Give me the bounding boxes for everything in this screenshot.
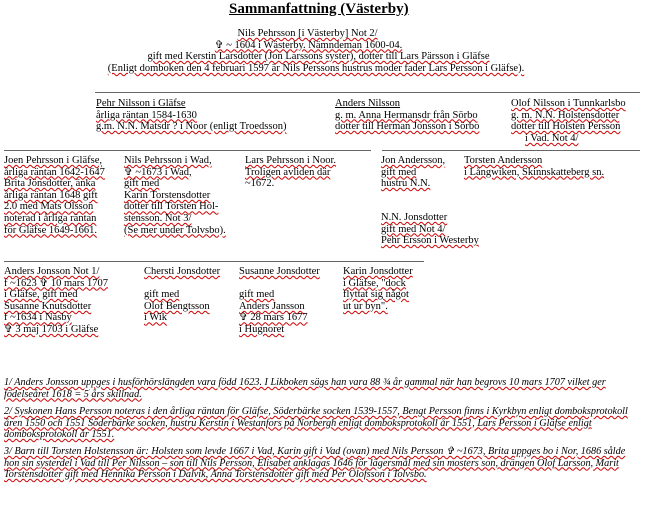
text-line: ~1672. [245, 178, 275, 190]
text-line [144, 278, 220, 290]
text-line: ✞ 3 maj 1703 i Gläfse [4, 323, 99, 335]
generation-divider [4, 261, 424, 262]
text-line: Chersti Jonsdotter [144, 266, 221, 277]
text-line: ✞ 28 mars 1677 [239, 312, 308, 324]
text-line: i Hugnoret [239, 323, 285, 335]
text-line: dotter till Herman Jonsson i Sörbo [335, 121, 480, 133]
text-line: (Se mer under Tolvsbo). [124, 224, 226, 236]
person-jon-andersson [381, 155, 445, 190]
text-line: gift med [144, 289, 180, 301]
text-line: noterad i årliga räntan [4, 212, 97, 224]
person-nils-pehrsson-wad [124, 155, 226, 236]
text-line: 2.0 med Mats Olsson [4, 201, 94, 213]
person-karin-jonsdotter [343, 266, 413, 312]
text-line: årliga räntan 1584-1630 [96, 109, 197, 121]
note-text: 2/ Syskonen Hans Persson noteras i den årliga räntan för Gläfse, Söderbärke socken 1539-1557, Bengt Persson finns i Kyrkbyn enligt domboksprotokoll åren 1550 och 1551 Söderbärke socken, hustru Kerstin i Westanfors på Norbergh enligt domboksprotokoll år 1551, Lars Persson i Gläfse enligt domboksprotokoll år 1551. [4, 406, 628, 441]
generation-divider [382, 150, 640, 151]
person-torsten-andersson [464, 155, 604, 178]
text-line: Olof Nilsson i Tunnkarlsbo [511, 98, 626, 109]
note-2 [4, 406, 640, 441]
text-line: i Wik [144, 312, 168, 324]
note-text: 3/ Barn till Torsten Holstensson är: Holsten som levde 1667 i Vad, Karin gift i Vad (ovan) med Nils Persson ✞ ~1673, Brita uppges bo i Nor, 1686 sålde hon sin systerdel i Vad till Per Nilsson – son till Nils Persson, Elisabet anklagas 1646 för lägersmål med sin mosters son, drängen Olof Larsson, Marit Torstensdotter gift med Hennika Persson i Dalvik, Anna Torstensdotter gift med Per Olofsson i Tolvsbo. [4, 446, 626, 481]
text-line: Torsten Andersson [464, 155, 543, 166]
text-line: Anders Nilsson [335, 98, 401, 109]
text-line: Nils Pehrsson [i Västerby] Not 2/ [237, 28, 378, 39]
text-line: Pehr Nilsson i Gläfse [96, 98, 186, 109]
person-anders-jonsson [4, 266, 108, 336]
text-line: Anders Jansson [239, 300, 305, 312]
text-line: gift med Kerstin Larsdotter (Jon Larssons syster), dotter till Lars Pärsson i Gläfse [147, 51, 490, 63]
person-chersti-jonsdotter [144, 266, 220, 324]
person-susanne-jonsdotter [239, 266, 320, 336]
person-joen-pehrsson [4, 155, 105, 236]
text-line: dotter till Holsten Persson [511, 121, 621, 133]
text-line: Pehr Ersson i Westerby [381, 235, 479, 247]
text-line: gift med [124, 178, 160, 190]
person-olof-nilsson [511, 98, 626, 144]
text-line: Susanne Jonsdotter [239, 266, 320, 277]
person-anders-nilsson [335, 98, 479, 133]
generation-divider [4, 150, 371, 151]
text-line: Susanne Knutsdotter [4, 300, 92, 312]
text-line: ✞ ~ 1604 i Wästerby. Nämndeman 1600-04. [214, 39, 403, 51]
text-line: Nils Pehrsson i Wad, [124, 155, 212, 166]
text-line: ✞ ~1673 i Wad, [124, 166, 192, 178]
note-1 [4, 377, 640, 400]
text-line: ut ur byn". [343, 300, 388, 312]
text-line: Jon Andersson, [381, 155, 446, 166]
text-line: dotter till Torsten Hol- [124, 201, 219, 213]
text-line: f ~1623 ✞ 10 mars 1707 [4, 277, 109, 289]
person-pehr-nilsson [96, 98, 286, 133]
text-line: g. m. Anna Hermansdr från Sörbo [335, 109, 478, 121]
text-line: Joen Pehrsson i Gläfse, [4, 155, 102, 166]
text-line: gift med [239, 289, 275, 301]
text-line: Olof Bengtsson [144, 300, 210, 312]
text-line: för Gläfse 1649-1661. [4, 224, 98, 236]
text-line: (Enligt domboken den 4 februari 1597 är Nils Perssons hustrus moder fader Lars Persson i Gläfse). [107, 62, 525, 74]
text-line: Lars Pehrsson i Noor. [245, 155, 336, 166]
ancestor-nils-pehrsson [0, 28, 647, 74]
text-line: Brita Jönsdotter, änka [4, 178, 96, 190]
text-line: Troligen avliden där [245, 166, 331, 178]
text-line: Anders Jonsson Not 1/ [4, 266, 100, 277]
text-line: flyttat sig något [343, 289, 409, 301]
text-line: stensson. Not 3/ [124, 212, 192, 224]
text-line: Karin Torstensdotter [124, 189, 211, 201]
note-3 [4, 446, 640, 481]
text-line: i Långwiken, Skinnskatteberg sn. [464, 166, 605, 178]
person-nn-jonsdotter [381, 212, 479, 247]
text-line: gift med [381, 166, 417, 178]
text-line: årliga räntan 1642-1647 [4, 166, 105, 178]
text-line: årliga räntan 1648 gift [4, 189, 98, 201]
page-title: Sammanfattning (Västerby) [229, 1, 409, 17]
generation-divider [95, 92, 640, 93]
text-line: N.N. Jonsdotter [381, 212, 448, 223]
text-line: Karin Jonsdotter [343, 266, 413, 277]
text-line: i Gläfse, gift med [4, 289, 78, 301]
text-line: g. m. N.N. Holstensdotter [511, 109, 620, 121]
text-line: f ~1634 i Näsby [4, 312, 72, 324]
text-line: g.m. N.N. Matsdr ? i Noor (enligt Troedsson) [96, 121, 287, 133]
note-text: 1/ Anders Jonsson uppges i husförhörslängden vara född 1623. I Likboken sägs han vara 88 ¾ år gammal när han begrovs 10 mars 1707 vilket ger födelseåret 1618 = 5 års skillnad. [4, 377, 606, 400]
person-lars-pehrsson [245, 155, 336, 190]
text-line: gift med Not 4/ [381, 223, 446, 235]
text-line: hustru N.N. [381, 178, 431, 190]
text-line: i Vad. Not 4/ [525, 132, 579, 144]
text-line [239, 278, 320, 290]
text-line: i Gläfse, "dock [343, 277, 406, 289]
